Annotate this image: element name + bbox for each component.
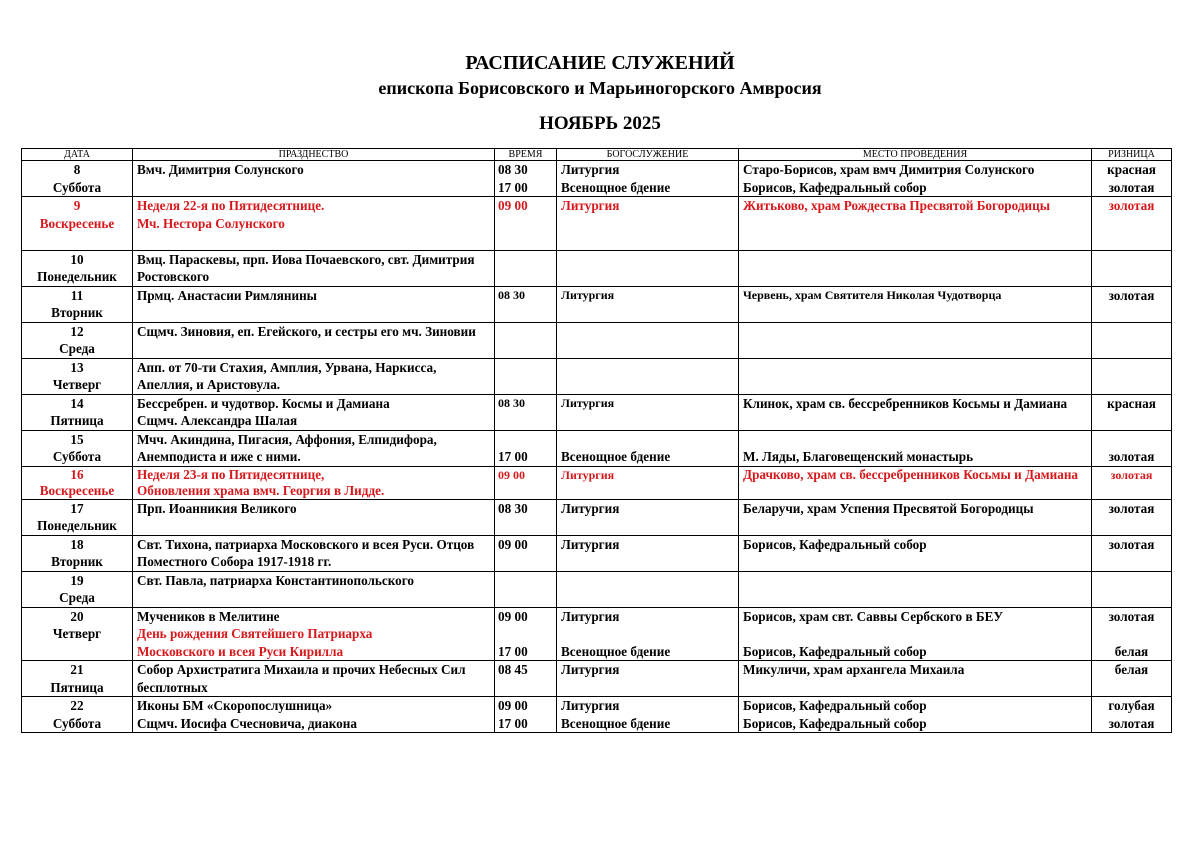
day-number: 17 xyxy=(70,500,84,516)
service-place: Борисов, храм свт. Саввы Сербского в БЕУ xyxy=(743,608,1004,624)
weekday: Суббота xyxy=(52,715,102,731)
feast-text: Вмц. Параскевы, прп. Иова Почаевского, свт. Димитрия Ростовского xyxy=(137,251,475,284)
weekday: Суббота xyxy=(52,449,102,464)
service-place: Борисов, Кафедральный собор xyxy=(743,698,927,713)
service-time: 09 00 xyxy=(498,698,528,713)
service-time: 09 00 xyxy=(498,467,525,482)
feast-text: Мчч. Акиндина, Пигасия, Аффония, Елпидифора, Анемподиста и иже с ними. xyxy=(137,431,437,464)
vestment-color: красная xyxy=(1107,395,1156,411)
day-number: 15 xyxy=(70,431,84,447)
service-place: Червень, храм Святителя Николая Чудотворца xyxy=(743,287,1002,302)
feast-text: Мучеников в Мелитине xyxy=(137,608,280,624)
day-number: 10 xyxy=(70,251,84,267)
feast-text: Сщмч. Александра Шалая xyxy=(137,413,298,428)
day-number: 12 xyxy=(70,323,84,339)
service-time: 09 00 xyxy=(498,608,528,624)
service-place: Драчково, храм св. бессребренников Косьмы и Дамиана xyxy=(743,466,1079,482)
col-header-service: БОГОСЛУЖЕНИЕ xyxy=(557,149,739,161)
service-place: Беларучи, храм Успения Пресвятой Богородицы xyxy=(743,500,1034,516)
table-row xyxy=(22,466,1172,499)
table-row xyxy=(22,697,1172,733)
table-row xyxy=(22,394,1172,430)
day-number: 11 xyxy=(70,287,84,303)
day-number: 18 xyxy=(70,536,84,552)
weekday: Пятница xyxy=(50,679,104,695)
service-place: Борисов, Кафедральный собор xyxy=(743,643,927,659)
table-row xyxy=(22,571,1172,607)
col-header-vestment: РИЗНИЦА xyxy=(1092,149,1172,161)
schedule-table xyxy=(21,148,1172,733)
vestment-color: золотая xyxy=(1108,287,1155,303)
weekday: Понедельник xyxy=(37,518,117,533)
table-row xyxy=(22,286,1172,322)
weekday: Среда xyxy=(59,341,95,356)
page-title: РАСПИСАНИЕ СЛУЖЕНИЙ xyxy=(465,52,735,74)
service-place: Микуличи, храм архангела Михаила xyxy=(743,662,965,677)
service-time: 17 00 xyxy=(498,643,528,659)
col-header-time: ВРЕМЯ xyxy=(495,149,557,161)
vestment-color: золотая xyxy=(1110,467,1153,482)
service-type: Литургия xyxy=(561,536,620,552)
service-type: Литургия xyxy=(561,198,620,213)
service-type: Литургия xyxy=(561,662,620,677)
feast-text: Сщмч. Иосифа Счесновича, диакона xyxy=(137,715,357,731)
table-row xyxy=(22,197,1172,251)
day-number: 19 xyxy=(70,572,84,588)
feast-text: Мч. Нестора Солунского xyxy=(137,215,285,231)
vestment-color: белая xyxy=(1114,662,1149,677)
feast-text: Обновления храма вмч. Георгия в Лидде. xyxy=(137,482,385,498)
weekday: Суббота xyxy=(52,179,102,195)
service-time: 17 00 xyxy=(498,179,528,195)
table-row xyxy=(22,430,1172,466)
table-row xyxy=(22,661,1172,697)
table-row xyxy=(22,161,1172,197)
service-type: Литургия xyxy=(561,608,620,624)
service-time: 08 45 xyxy=(498,662,528,677)
service-place: Старо-Борисов, храм вмч Димитрия Солунского Борисов, Кафедральный собор xyxy=(743,162,1035,195)
feast-text: Сщмч. Зиновия, еп. Егейского, и сестры его мч. Зиновии xyxy=(137,323,476,339)
service-type: Литургия xyxy=(561,467,615,482)
feast-text: Собор Архистратига Михаила и прочих Небесных Сил бесплотных xyxy=(137,662,466,695)
day-number: 14 xyxy=(70,395,84,411)
day-number: 16 xyxy=(70,466,84,482)
weekday: Понедельник xyxy=(37,269,117,284)
page-subtitle: епископа Борисовского и Марьиногорского Амвросия xyxy=(378,78,822,98)
feast-text: Неделя 23-я по Пятидесятнице, xyxy=(137,466,325,482)
vestment-color: красная xyxy=(1107,162,1156,177)
service-type: Всенощное бдение xyxy=(561,449,671,464)
service-time: 08 30 xyxy=(498,287,525,302)
weekday: Четверг xyxy=(52,626,102,641)
service-time: 09 00 xyxy=(498,198,528,213)
weekday: Пятница xyxy=(50,413,104,428)
service-type: Литургия xyxy=(561,395,615,410)
service-time: 17 00 xyxy=(498,449,528,464)
day-number: 13 xyxy=(70,359,84,375)
weekday: Четверг xyxy=(52,377,102,392)
day-number: 9 xyxy=(73,198,81,213)
service-type: Литургия xyxy=(561,698,620,713)
weekday: Среда xyxy=(59,590,95,605)
weekday: Вторник xyxy=(51,554,103,569)
feast-text: Вмч. Димитрия Солунского xyxy=(137,162,304,177)
service-place: Борисов, Кафедральный собор xyxy=(743,715,927,731)
vestment-color: золотая xyxy=(1108,715,1155,731)
table-header-row xyxy=(22,149,1172,161)
weekday: Воскресенье xyxy=(39,482,115,498)
table-row xyxy=(22,607,1172,661)
vestment-color: золотая xyxy=(1108,449,1155,464)
service-place: Клинок, храм св. бессребренников Косьмы и Дамиана xyxy=(743,395,1068,411)
vestment-color: золотая xyxy=(1108,179,1155,195)
feast-text-highlight: Московского и всея Руси Кирилла xyxy=(137,643,344,659)
service-time: 08 30 xyxy=(498,395,525,410)
vestment-color: голубая xyxy=(1108,698,1155,713)
service-time: 17 00 xyxy=(498,715,528,731)
feast-text: Бессребрен. и чудотвор. Космы и Дамиана xyxy=(137,395,390,411)
day-number: 22 xyxy=(70,698,84,713)
day-number: 21 xyxy=(70,662,84,677)
feast-text: Свт. Павла, патриарха Константинопольского xyxy=(137,572,415,588)
table-row xyxy=(22,499,1172,535)
col-header-feast: ПРАЗДНЕСТВО xyxy=(133,149,495,161)
service-time: 09 00 xyxy=(498,536,528,552)
month-heading: НОЯБРЬ 2025 xyxy=(539,113,661,134)
service-type: Всенощное бдение xyxy=(561,643,671,659)
vestment-color: белая xyxy=(1114,643,1149,659)
table-row xyxy=(22,322,1172,358)
feast-text: Иконы БМ «Скоропослушница» xyxy=(137,698,333,713)
feast-text: Свт. Тихона, патриарха Московского и всея Руси. Отцов Поместного Собора 1917-1918 гг. xyxy=(137,536,475,569)
service-place: Борисов, Кафедральный собор xyxy=(743,536,927,552)
service-type: Литургия xyxy=(561,287,615,302)
col-header-place: МЕСТО ПРОВЕДЕНИЯ xyxy=(739,149,1092,161)
service-type: Литургия xyxy=(561,162,620,177)
vestment-color: золотая xyxy=(1108,536,1155,552)
day-number: 8 xyxy=(73,162,81,177)
feast-text: Неделя 22-я по Пятидесятнице. xyxy=(137,198,325,213)
table-row xyxy=(22,250,1172,286)
service-type: Литургия xyxy=(561,500,620,516)
vestment-color: золотая xyxy=(1108,500,1155,516)
weekday: Вторник xyxy=(51,305,103,320)
service-place: М. Ляды, Благовещенский монастырь xyxy=(743,449,974,464)
service-place: Житьково, храм Рождества Пресвятой Богородицы xyxy=(743,198,1050,213)
feast-text: Прп. Иоанникия Великого xyxy=(137,500,297,516)
service-time: 08 30 xyxy=(498,162,528,177)
service-time: 08 30 xyxy=(498,500,528,516)
feast-text: Апп. от 70-ти Стахия, Амплия, Урвана, Наркисса, Апеллия, и Аристовула. xyxy=(137,359,437,392)
vestment-color: золотая xyxy=(1108,198,1155,213)
table-row xyxy=(22,535,1172,571)
feast-text-highlight: День рождения Святейшего Патриарха xyxy=(137,626,373,641)
weekday: Воскресенье xyxy=(39,215,115,231)
col-header-date: ДАТА xyxy=(22,149,133,161)
vestment-color: золотая xyxy=(1108,608,1155,624)
day-number: 20 xyxy=(70,608,84,624)
service-type: Всенощное бдение xyxy=(561,179,671,195)
feast-text: Прмц. Анастасии Римлянины xyxy=(137,287,317,303)
table-row xyxy=(22,358,1172,394)
service-type: Всенощное бдение xyxy=(561,715,671,731)
